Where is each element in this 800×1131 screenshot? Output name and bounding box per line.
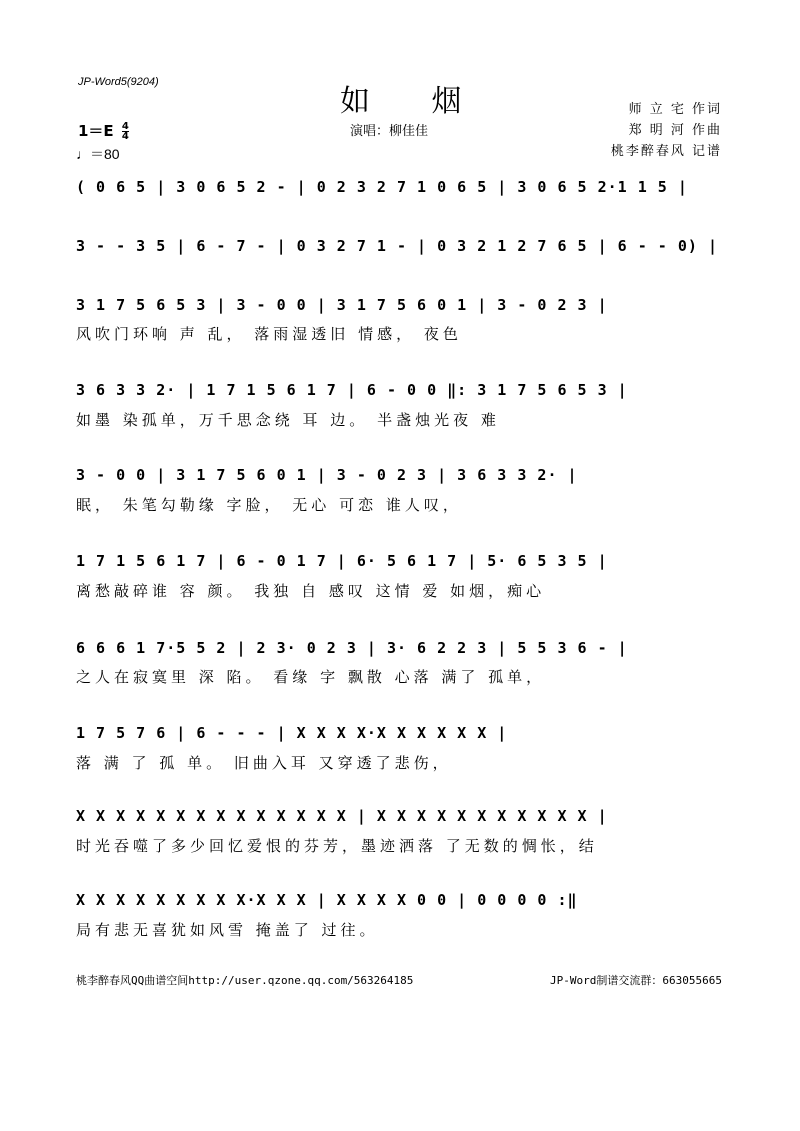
singer-credit: 演唱：柳佳佳 — [350, 124, 429, 139]
lyrics-line-7: 之人在寂寞里 深 陷。 看缘 字 飘散 心落 满了 孤单， — [76, 668, 546, 686]
time-sig-bottom: 4 — [121, 131, 129, 142]
lyrics-line-4: 如墨 染孤单，万千思念绕 耳 边。 半盏烛光夜 难 — [76, 411, 500, 429]
quarter-note-icon: ♩ — [76, 146, 90, 162]
notes-line-8: 1 7 5 7 6 | 6 - - - | X X X X·X X X X X X | — [76, 724, 508, 742]
transcriber-credit: 桃李醉春风 记谱 — [610, 144, 722, 159]
notes-line-10: X X X X X X X X X·X X X | X X X X 0 0 | 0 0 0 0 :‖ — [76, 891, 578, 909]
time-signature — [122, 122, 129, 141]
footer-right-credit: JP-Word制谱交流群：663055665 — [550, 974, 722, 987]
notes-line-5: 3 - 0 0 | 3 1 7 5 6 0 1 | 3 - 0 2 3 | 3 6 3 3 2· | — [76, 466, 578, 484]
time-sig-top: 4 — [121, 121, 129, 132]
notes-line-1: ( 0 6 5 | 3 0 6 5 2 - | 0 2 3 2 7 1 0 6 5 | 3 0 6 5 2·1 1 5 | — [76, 178, 688, 196]
lyrics-line-10: 局有悲无喜犹如风雪 掩盖了 过往。 — [76, 921, 379, 939]
lyrics-line-8: 落 满 了 孤 单。 旧曲入耳 又穿透了悲伤， — [76, 754, 452, 772]
lyrics-line-9: 时光吞噬了多少回忆爱恨的芬芳，墨迹洒落 了无数的惆怅，结 — [76, 837, 598, 855]
lyrics-line-6: 离愁敲碎谁 容 颜。 我独 自 感叹 这情 爱 如烟，痴心 — [76, 582, 546, 600]
page-title: 如 烟 — [340, 84, 488, 119]
lyrics-line-5: 眠， 朱笔勾勒缘 字脸， 无心 可恋 谁人叹， — [76, 496, 462, 514]
lyrics-line-3: 风吹门环响 声 乱， 落雨湿透旧 情感， 夜色 — [76, 325, 462, 343]
footer-left-credit: 桃李醉春风QQ曲谱空间http://user.qzone.qq.com/563264185 — [76, 974, 414, 987]
tempo-value: ＝80 — [90, 146, 120, 162]
notes-line-9: X X X X X X X X X X X X X X | X X X X X X X X X X X | — [76, 807, 608, 825]
notes-line-3: 3 1 7 5 6 5 3 | 3 - 0 0 | 3 1 7 5 6 0 1 | 3 - 0 2 3 | — [76, 296, 608, 314]
lyricist-credit: 师 立 宅 作词 — [628, 102, 722, 117]
tempo-marking — [76, 144, 120, 164]
notes-line-7: 6 6 6 1 7·5 5 2 | 2 3· 0 2 3 | 3· 6 2 2 3 | 5 5 3 6 - | — [76, 639, 628, 657]
notes-line-2: 3 - - 3 5 | 6 - 7 - | 0 3 2 7 1 - | 0 3 2 1 2 7 6 5 | 6 - - 0) | — [76, 237, 718, 255]
software-label: JP-Word5(9204) — [78, 76, 159, 88]
composer-credit: 郑 明 河 作曲 — [628, 123, 722, 138]
notes-line-4: 3 6 3 3 2· | 1 7 1 5 6 1 7 | 6 - 0 0 ‖: 3 1 7 5 6 5 3 | — [76, 381, 628, 399]
notes-line-6: 1 7 1 5 6 1 7 | 6 - 0 1 7 | 6· 5 6 1 7 | 5· 6 5 3 5 | — [76, 552, 608, 570]
key-signature — [78, 120, 129, 141]
key-label: 1＝E — [78, 122, 114, 140]
